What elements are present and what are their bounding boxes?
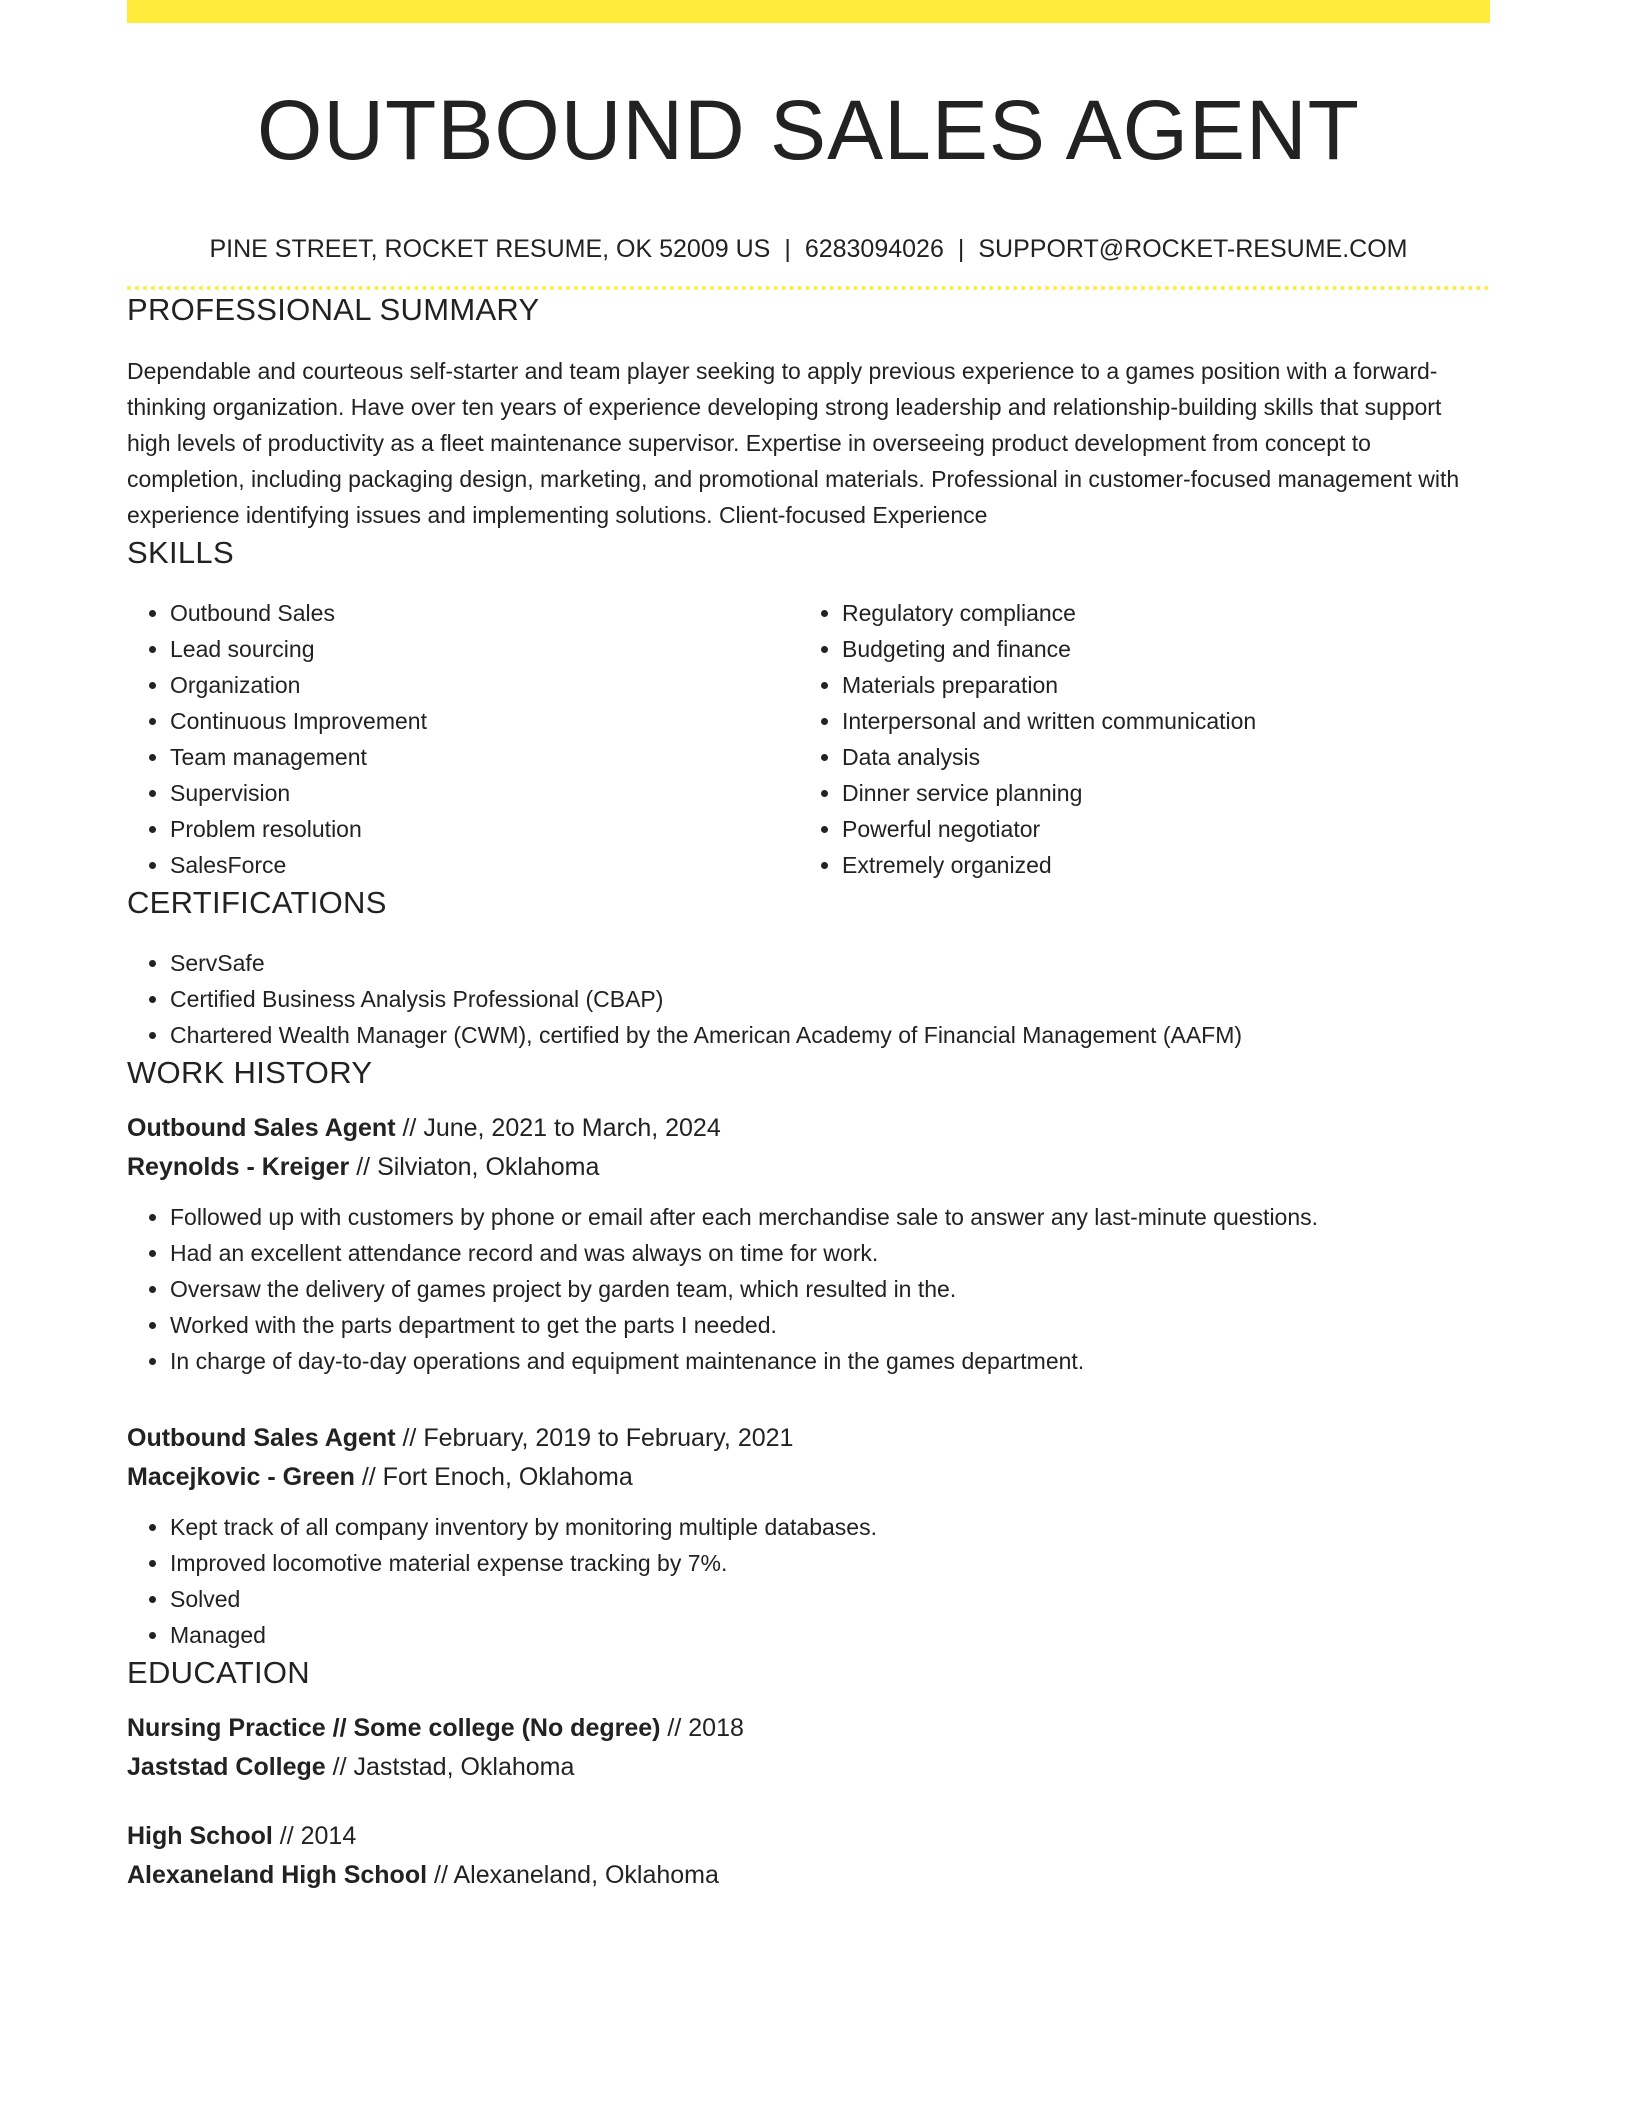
- skill-item: • Extremely organized: [842, 847, 1471, 883]
- job-dates: // June, 2021 to March, 2024: [395, 1114, 721, 1142]
- job-bullet: • Managed: [170, 1617, 1490, 1653]
- job-bullet: • Solved: [170, 1581, 1490, 1617]
- job-company-line: [127, 1458, 1490, 1497]
- skill-item: • Outbound Sales: [170, 595, 799, 631]
- job-location: // Silviaton, Oklahoma: [349, 1153, 600, 1181]
- education-school-line: [127, 1856, 1490, 1895]
- job-role-line: [127, 1109, 1490, 1148]
- skill-item: • Budgeting and finance: [842, 631, 1471, 667]
- skill-item: • Powerful negotiator: [842, 811, 1471, 847]
- skill-item: • Regulatory compliance: [842, 595, 1471, 631]
- skill-item: • Data analysis: [842, 739, 1471, 775]
- education-school: Alexaneland High School: [127, 1861, 428, 1889]
- education-degree: High School: [127, 1822, 273, 1850]
- job-company: Reynolds - Kreiger: [127, 1153, 350, 1181]
- job-bullet: • Worked with the parts department to get the parts I needed.: [170, 1307, 1490, 1343]
- skill-item: • Organization: [170, 667, 799, 703]
- education-school: Jaststad College: [127, 1753, 326, 1781]
- education-year: // 2014: [272, 1822, 357, 1850]
- skill-item: • Team management: [170, 739, 799, 775]
- skill-item: • Dinner service planning: [842, 775, 1471, 811]
- job-bullet-list: [127, 1199, 1490, 1379]
- skill-item: • SalesForce: [170, 847, 799, 883]
- resume-title: OUTBOUND SALES AGENT: [257, 83, 1360, 177]
- job-dates: // February, 2019 to February, 2021: [395, 1424, 794, 1452]
- education-entry: [127, 1709, 1490, 1787]
- contact-email: SUPPORT@ROCKET-RESUME.COM: [978, 235, 1408, 263]
- skill-item: • Continuous Improvement: [170, 703, 799, 739]
- job-company-line: [127, 1148, 1490, 1187]
- skills-right-list: [799, 595, 1471, 883]
- skill-item: • Supervision: [170, 775, 799, 811]
- contact-phone: 6283094026: [804, 235, 944, 263]
- contact-separator: |: [784, 235, 791, 263]
- contact-address: PINE STREET, ROCKET RESUME, OK 52009 US: [209, 235, 771, 263]
- certification-item: • Chartered Wealth Manager (CWM), certified by the American Academy of Financial Management (AAFM): [170, 1017, 1490, 1053]
- education-school-line: [127, 1748, 1490, 1787]
- job-bullet: • Had an excellent attendance record and was always on time for work.: [170, 1235, 1490, 1271]
- certifications-heading: CERTIFICATIONS: [127, 885, 387, 920]
- skill-item: • Interpersonal and written communication: [842, 703, 1471, 739]
- job-bullet: • Followed up with customers by phone or email after each merchandise sale to answer any last-minute questions.: [170, 1199, 1490, 1235]
- job-bullet: • Improved locomotive material expense tracking by 7%.: [170, 1545, 1490, 1581]
- contact-separator: |: [957, 235, 965, 263]
- job-location: // Fort Enoch, Oklahoma: [354, 1463, 633, 1491]
- job-entry: [127, 1109, 1490, 1379]
- job-bullet: • Kept track of all company inventory by monitoring multiple databases.: [170, 1509, 1490, 1545]
- job-role: Outbound Sales Agent: [127, 1424, 396, 1452]
- job-bullet: • Oversaw the delivery of games project by garden team, which resulted in the.: [170, 1271, 1490, 1307]
- skill-item: • Problem resolution: [170, 811, 799, 847]
- education-year: // 2018: [660, 1714, 744, 1742]
- education-degree: Nursing Practice // Some college (No degree): [127, 1714, 661, 1742]
- education-heading: EDUCATION: [127, 1655, 310, 1690]
- job-role: Outbound Sales Agent: [127, 1114, 396, 1142]
- education-degree-line: [127, 1817, 1490, 1856]
- work-history-heading: WORK HISTORY: [127, 1055, 373, 1090]
- skills-columns: [127, 595, 1490, 883]
- job-company: Macejkovic - Green: [127, 1463, 355, 1491]
- skill-item: • Lead sourcing: [170, 631, 799, 667]
- summary-heading: PROFESSIONAL SUMMARY: [127, 292, 540, 327]
- certification-item: • Certified Business Analysis Professional (CBAP): [170, 981, 1490, 1017]
- certification-item: • ServSafe: [170, 945, 1490, 981]
- summary-text: Dependable and courteous self-starter and team player seeking to apply previous experience to a games position with a forward-thinking organization. Have over ten years of experience developing strong leadership and relationship-building skills that support high levels of productivity as a fleet maintenance supervisor. Expertise in overseeing product development from concept to completion, including packaging design, marketing, and promotional materials. Professional in customer-focused management with experience identifying issues and implementing solutions. Client-focused Experience: [127, 358, 1460, 528]
- certifications-list: [127, 945, 1490, 1053]
- job-bullet: • In charge of day-to-day operations and equipment maintenance in the games department.: [170, 1343, 1490, 1379]
- contact-line: [127, 233, 1490, 265]
- job-entry: [127, 1419, 1490, 1653]
- education-degree-line: [127, 1709, 1490, 1748]
- skills-left-list: [127, 595, 799, 883]
- education-location: // Alexaneland, Oklahoma: [427, 1861, 719, 1889]
- skills-heading: SKILLS: [127, 535, 234, 570]
- resume-content: [127, 0, 1490, 1895]
- education-location: // Jaststad, Oklahoma: [325, 1753, 575, 1781]
- skill-item: • Materials preparation: [842, 667, 1471, 703]
- job-role-line: [127, 1419, 1490, 1458]
- job-bullet-list: [127, 1509, 1490, 1653]
- education-entry: [127, 1817, 1490, 1895]
